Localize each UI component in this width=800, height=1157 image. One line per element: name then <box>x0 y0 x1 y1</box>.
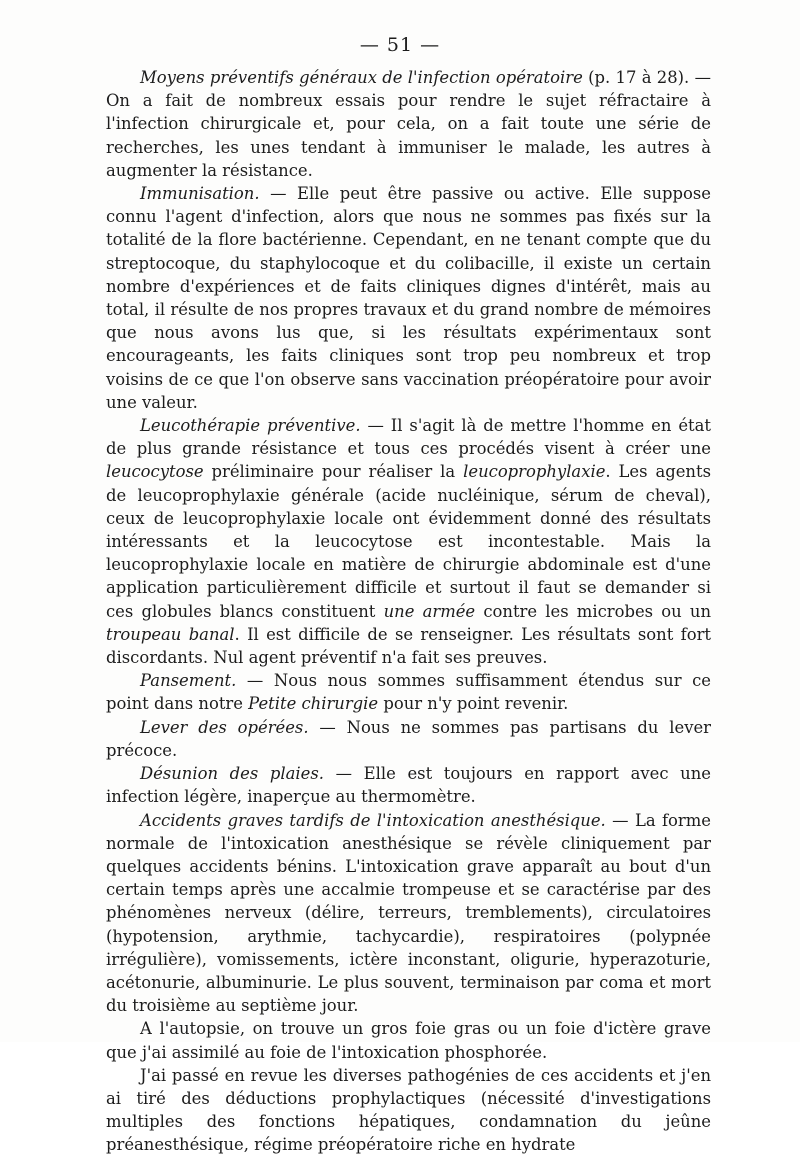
paragraph-text: . Il est difficile de se renseigner. Les résultats sont fort discordants. Nul agent préventif n'a fait ses preuves. <box>106 624 711 668</box>
paragraph-text: — Nous ne sommes pas partisans du lever précoce. <box>106 717 711 760</box>
paragraph-immunisation <box>106 182 711 414</box>
section-lead: Immunisation. <box>140 184 260 204</box>
paragraph-moyens-preventifs <box>106 66 711 182</box>
paragraph-text: A l'autopsie, on trouve un gros foie gras ou un foie d'ictère grave que j'ai assimilé au foie de l'intoxication phosphorée. <box>106 1019 711 1062</box>
paragraph-leucotherapie <box>106 414 711 669</box>
paragraph-text: — Il s'agit là de mettre l'homme en état de plus grande résistance et tous ces procédés visent à créer une <box>106 416 711 459</box>
paragraph-text: contre les microbes ou un <box>475 601 712 621</box>
page-number: — 51 — <box>359 34 441 56</box>
section-lead: Accidents graves tardifs de l'intoxication anesthésique. <box>140 810 606 830</box>
paragraph-text: (p. 17 à 28). — On a fait de nombreux essais pour rendre le sujet réfractaire à l'infection chirurgicale et, pour cela, on a fait toute une série de recherches, les unes tendant à immuniser le malade, les autres à augmenter la résistance. <box>106 68 711 180</box>
italic-term: une armée <box>383 601 476 621</box>
paragraph-accidents <box>106 809 711 1018</box>
paragraph-text: — Elle peut être passive ou active. Elle suppose connu l'agent d'infection, alors que nous ne sommes pas fixés sur la totalité de la flore bactérienne. Cependant, en ne tenant compte que du streptocoque, du staphylocoque et du colibacille, il existe un certain nombre d'expériences et de faits cliniques dignes d'intérêt, mais au total, il résulte de nos propres travaux et du grand nombre de mémoires que nous avons lus que, si les résultats expérimentaux sont encourageants, les faits cliniques sont trop peu nombreux et trop voisins de ce que l'on observe sans vaccination préopératoire pour avoir une valeur. <box>106 184 711 412</box>
paragraph-lever <box>106 716 711 762</box>
paragraph-text: — La forme normale de l'intoxication anesthésique se révèle cliniquement par quelques accidents bénins. L'intoxication grave apparaît au bout d'un certain temps après une accalmie trompeuse et se caractérise par des phénomènes nerveux (délire, terreurs, tremblements), circulatoires (hypotension, arythmie, tachycardie), respiratoires (polypnée irrégulière), vomissements, ictère inconstant, oligurie, hyperazoturie, acétonurie, albuminurie. Le plus souvent, terminaison par coma et mort du troisième au septième jour. <box>106 810 711 1016</box>
section-lead: Pansement. <box>140 671 237 691</box>
body-text <box>106 66 711 1157</box>
paragraph-text: . Les agents de leucoprophylaxie générale (acide nucléinique, sérum de cheval), ceux de leucoprophylaxie locale ont évidemment donné des résultats intéressants et la leucocytose est incontestable. Mais la leucoprophylaxie locale en matière de chirurgie abdominale est d'une application particulièrement difficile et surtout il faut se demander si ces globules blancs constituent <box>106 462 711 621</box>
section-lead: Moyens préventifs généraux de l'infection opératoire <box>140 68 583 87</box>
italic-term: leucocytose <box>106 462 204 482</box>
section-lead: Leucothérapie préventive. <box>140 416 361 436</box>
paragraph-text: préliminaire pour réaliser la <box>203 462 464 482</box>
paragraph-text: — Nous nous sommes suffisamment étendus sur ce point dans notre <box>106 671 711 714</box>
paragraph-text: — Elle est toujours en rapport avec une infection légère, inaperçue au thermomètre. <box>106 764 711 807</box>
italic-term: troupeau banal <box>106 624 235 644</box>
italic-term: Petite chirurgie <box>248 694 379 714</box>
paragraph-autopsie <box>106 1017 711 1063</box>
italic-term: leucoprophylaxie <box>463 462 606 482</box>
section-lead: Lever des opérées. <box>140 717 309 737</box>
paragraph-pathogenies <box>106 1064 711 1157</box>
paragraph-text: J'ai passé en revue les diverses pathogénies de ces accidents et j'en ai tiré des déductions prophylactiques (nécessité d'investigations multiples des fonctions hépatiques, condamnation du jeûne préanesthésique, régime préopératoire riche en hydrate <box>106 1065 711 1155</box>
paragraph-text: pour n'y point revenir. <box>378 694 569 714</box>
paragraph-pansement <box>106 669 711 715</box>
paragraph-desunion <box>106 762 711 808</box>
section-lead: Désunion des plaies. <box>140 764 324 784</box>
